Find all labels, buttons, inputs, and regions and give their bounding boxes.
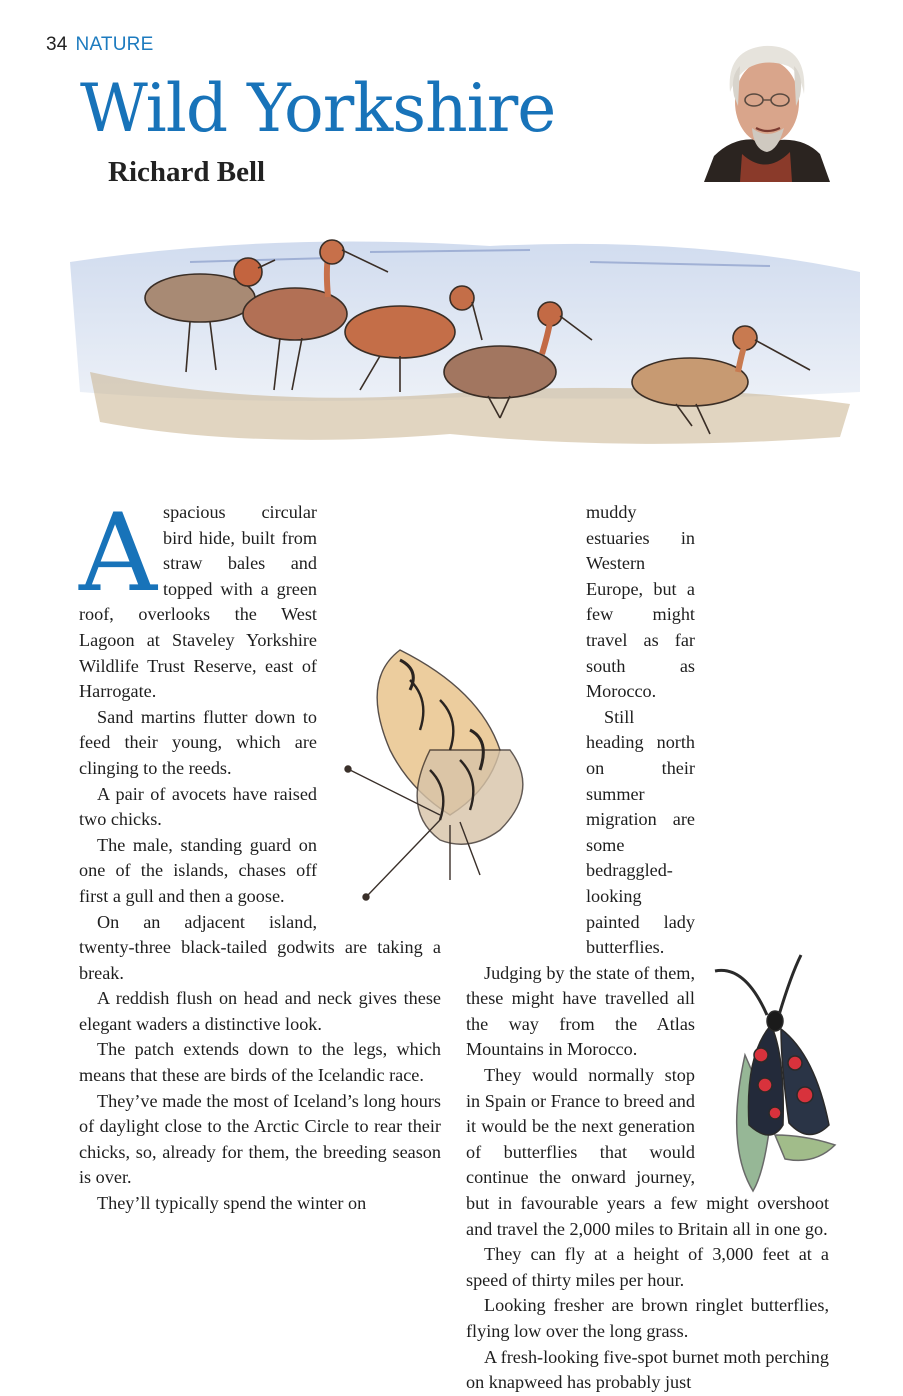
paragraph: The male, standing guard on one of the islands, chases off first a gull and then a goose.: [79, 834, 317, 906]
paragraph: Sand martins flutter down to feed their young, which are clinging to the reeds.: [79, 706, 317, 778]
paragraph: Still heading north on their summer migration are some bedraggled-looking painted lady butterflies.: [586, 706, 695, 958]
paragraph: Judging by the state of them, these might have travelled all the way from the Atlas Mountains in Morocco.: [466, 962, 695, 1060]
running-header: [46, 34, 153, 56]
paragraph: They’ll typically spend the winter on: [97, 1193, 367, 1214]
paragraph: A reddish flush on head and neck gives these elegant waders a distinctive look.: [79, 988, 441, 1034]
paragraph: They’ve made the most of Iceland’s long hours of daylight close to the Arctic Circle to rear their chicks, so, already for them, the breeding season is over.: [79, 1090, 441, 1188]
painted-lady-butterfly-illustration: [340, 640, 570, 910]
article-title: Wild Yorkshire: [80, 70, 556, 147]
paragraph: Looking fresher are brown ringlet butterflies, flying low over the long grass.: [466, 1295, 829, 1341]
paragraph: A fresh-looking five-spot burnet moth perching on knapweed has probably just: [466, 1346, 829, 1393]
paragraph: A pair of avocets have raised two chicks.: [79, 783, 317, 830]
paragraph: spacious circular bird hide, built from straw bales and topped with a green roof, overlooks the West Lagoon at Staveley Yorkshire Wildlife Trust Reserve, east of Harrogate.: [79, 502, 317, 702]
paragraph: The patch extends down to the legs, which means that these are birds of the Icelandic race.: [79, 1039, 441, 1086]
godwits-illustration: [70, 222, 860, 482]
author-portrait: [704, 36, 830, 182]
page-number: 34: [46, 34, 68, 55]
paragraph: On an adjacent island, twenty-three black-tailed godwits are taking a break.: [79, 911, 441, 983]
burnet-moth-illustration: [705, 945, 855, 1207]
paragraph: muddy estuaries in Western Europe, but a few might travel as far south as Morocco.: [586, 502, 695, 702]
author-byline: Richard Bell: [108, 156, 266, 188]
section-label: NATURE: [75, 34, 154, 55]
paragraph: They would normally stop in Spain or France to breed and it would be the next generation of butterflies that would continue the onward journey, but in favourable years a few might overshoot and travel the 2,000 miles to Britain all in one go.: [466, 1065, 829, 1239]
drop-cap: A: [79, 491, 157, 616]
paragraph: They can fly at a height of 3,000 feet at a speed of thirty miles per hour.: [466, 1244, 829, 1290]
